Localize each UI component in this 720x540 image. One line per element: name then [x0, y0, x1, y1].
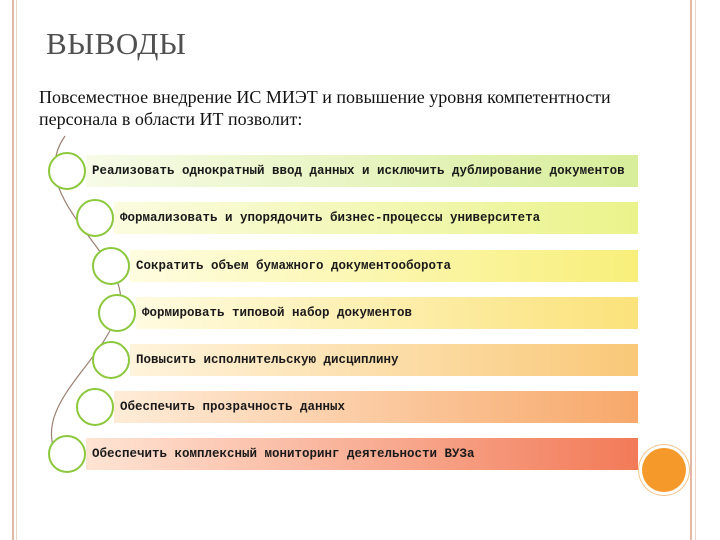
- list-item-bullet-circle: [76, 199, 114, 237]
- list-item-label: Повысить исполнительскую дисциплину: [136, 353, 399, 367]
- list-item-bullet-circle: [92, 341, 130, 379]
- list-item-bar: [86, 155, 638, 187]
- list-item-bullet-circle: [48, 435, 86, 473]
- slide-title: ВЫВОДЫ: [46, 26, 187, 61]
- list-item-label: Формализовать и упорядочить бизнес-процессы университета: [120, 211, 541, 225]
- list-item-bullet-circle: [98, 294, 136, 332]
- list-item-bullet-circle: [48, 152, 86, 190]
- list-item-label: Формировать типовой набор документов: [142, 306, 413, 320]
- list-item-label: Обеспечить комплексный мониторинг деятельности ВУЗа: [92, 447, 475, 461]
- list-item-bar: [130, 344, 638, 376]
- list-item-bar: [136, 297, 638, 329]
- list-item-bar: [114, 202, 638, 234]
- list-item-bar: [130, 250, 638, 282]
- list-item-bullet-circle: [92, 247, 130, 285]
- list-item-label: Сократить объем бумажного документооборота: [136, 259, 452, 273]
- list-item-label: Обеспечить прозрачность данных: [120, 400, 346, 414]
- slide-subtitle: Повсеместное внедрение ИС МИЭТ и повышение уровня компетентности персонала в области ИТ позволит:: [39, 87, 611, 129]
- decorative-orange-circle: [642, 448, 686, 492]
- list-item-bar: [114, 391, 638, 423]
- list-item-label: Реализовать однократный ввод данных и исключить дублирование документов: [92, 164, 625, 178]
- list-item-bullet-circle: [76, 388, 114, 426]
- list-item-bar: [86, 438, 638, 470]
